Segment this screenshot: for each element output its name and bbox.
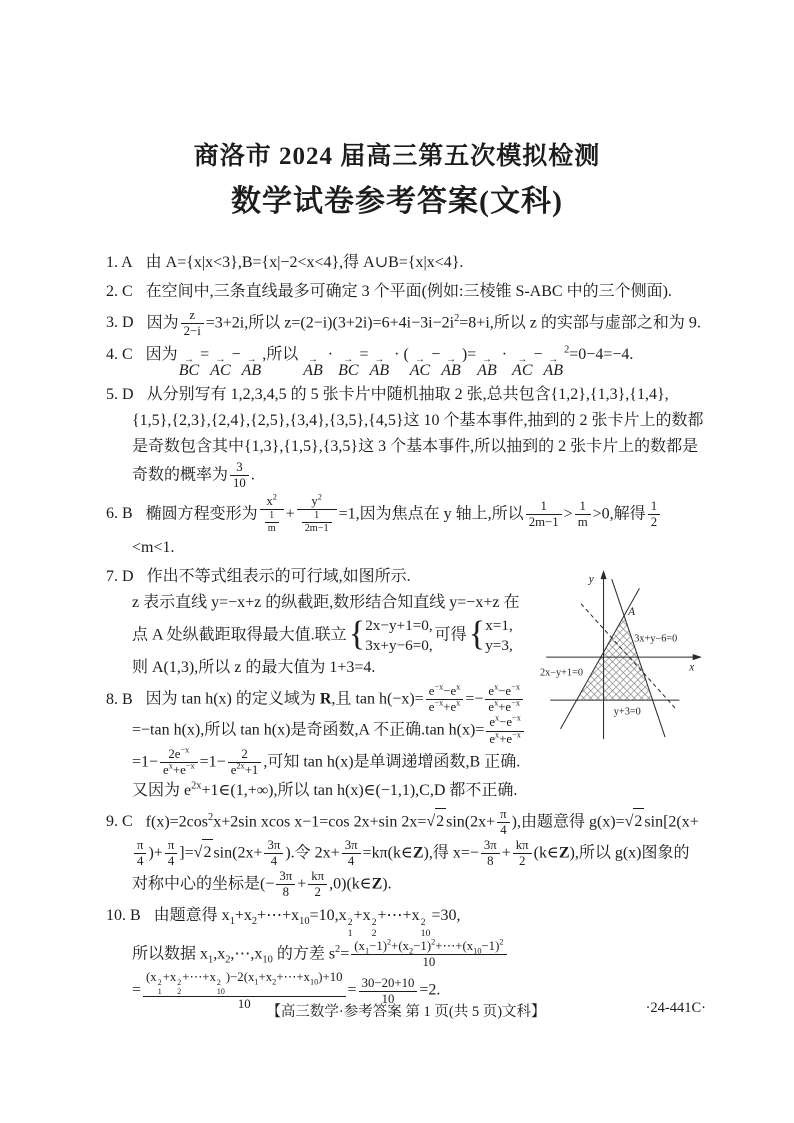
math-supsub — [421, 918, 431, 939]
radical-icon: √ — [426, 813, 436, 830]
math-vec — [543, 353, 564, 380]
frac-den: 10 — [143, 996, 346, 1012]
math-frac — [575, 499, 591, 530]
point-a-label: A — [628, 606, 636, 619]
math-bold: Z — [371, 875, 383, 893]
frac-den: $e^{2x}+1$ — [228, 762, 262, 778]
math-sup: −x — [512, 730, 521, 740]
answer-label: 10. B — [106, 907, 141, 925]
answers-list — [106, 250, 704, 1015]
vec-body: AB — [441, 362, 461, 380]
title-block — [0, 0, 794, 220]
vector-arrow-icon: → — [343, 353, 354, 365]
ss-bot: 1 — [347, 927, 353, 939]
math-vec — [512, 353, 533, 380]
math-sup: x — [494, 699, 499, 709]
answer-item: 3. D 因为 $\frac{z}{2-i}$ =3+2i,所以 $z=(2-i)(3+2i)=6+4i-3i-2i^2=8+i$,所以 z 的实部与虚部之和为 9. — [106, 307, 701, 338]
ss-bot: 1 — [157, 986, 162, 996]
line-y-3-label: y+3=0 — [613, 706, 641, 718]
frac-num: z — [189, 307, 195, 322]
vector-arrow-icon: → — [517, 353, 528, 365]
ss-top: 2 — [420, 917, 426, 929]
vec-body: AB — [241, 362, 262, 380]
answer-item: 8. B 因为 tan h(x) 的定义域为 R,且 tan h(−x)= $\frac{e^{-x}-e^x}{e^{-x}+e^x}$ =− $\frac{e^x-e^{-x}}{e^x+e^{-x}}$ =−tan h(x),所以 tan h(x)是奇函数,A 不正确.tan h(x)= $\frac{e^x-e^{-x}}{e^x+e^{-x}}$ =1− $\frac{2e^{-x}}{e^x+e^{-x}}$ =1− $\frac{2}{e^{2x}+1}$ ,可知 tan h(x)是单调递增函数,B 正确.又因为 $e^{2x}+1\in(1,+\infty)$,所以 tan h(x)∈(−1,1),C,D 都不正确. — [106, 684, 704, 803]
math-frac — [264, 838, 283, 869]
cases-col — [485, 616, 513, 656]
math-vec — [210, 353, 231, 380]
sqrt-body: 2 — [633, 808, 644, 835]
math-sup: −x — [511, 699, 520, 709]
math-sub: 2 — [225, 954, 231, 966]
answer-label: 5. D — [106, 386, 134, 404]
frac-den: $e^x+e^{-x}$ — [485, 699, 523, 715]
math-sup: x — [494, 683, 499, 692]
frac-den: 2m−1 — [526, 514, 562, 530]
answer-label: 7. D — [106, 568, 134, 586]
answer-item: y x A 3x+y−6=0 2x−y+1=0 y+3=0 7. D 作出不等式组表示的可行域,如图所示. z 表示直线 y=−x+z 的纵截距,数形结合知直线 y=−x+z 在点 A 处纵截距取得最大值.联立 { 2x−y+1=0, 3x+y−6=0, 可得 { x=1, y=3, 则 A(1,3),所以 z 的最大值为 1+3=4. — [106, 564, 704, 681]
frac-den: 8 — [481, 853, 500, 869]
frac-den: 4 — [165, 853, 177, 869]
vector-arrow-icon: → — [374, 353, 385, 365]
vec-body: AB — [543, 362, 564, 380]
frac-num: $e^{-x}-e^x$ — [428, 683, 461, 699]
frac-num: $x^2$ — [266, 492, 277, 508]
math-sup: x — [495, 714, 500, 724]
vec-body: BC — [178, 362, 200, 380]
math-supsub — [177, 979, 181, 996]
math-vec — [303, 353, 323, 380]
x-axis-arrow-icon — [693, 654, 702, 660]
frac-num: 3π — [344, 837, 358, 852]
math-sub: 2 — [272, 977, 277, 987]
answer-key-title: 数学试卷参考答案(文科) — [231, 185, 563, 218]
math-sub: 10 — [473, 946, 482, 956]
answer-item: 6. B 椭圆方程变形为 $\frac{x^2}{\frac{1}{m}}$ + $\frac{y^2}{\frac{1}{2m-1}}$ =1,因为焦点在 y 轴上,所以 $\frac{1}{2m-1}$ > $\frac{1}{m}$ >0,解得 $\frac{1}{2}$ <m<1. — [106, 494, 704, 561]
frac-den: 4 — [342, 853, 361, 869]
math-frac — [342, 838, 361, 869]
answer-item: 2. C 在空间中,三条直线最多可确定 3 个平面(例如:三棱锥 S-ABC 中的三个侧面). — [106, 282, 672, 300]
answer-label: 3. D — [106, 314, 134, 332]
frac-num: π — [137, 837, 144, 852]
answer-label: 8. B — [106, 690, 133, 708]
math-sqrt — [194, 844, 214, 861]
math-supsub — [158, 979, 162, 996]
frac-den: 2 — [648, 514, 660, 530]
frac-num: kπ — [515, 837, 529, 852]
vector-arrow-icon: → — [246, 353, 257, 365]
math-frac — [497, 807, 509, 838]
ss-bot: 10 — [420, 927, 431, 939]
vector-arrow-icon: → — [183, 353, 194, 365]
frac-num: 1 — [314, 510, 320, 522]
frac-num: 2 — [241, 746, 248, 761]
math-frac — [308, 869, 327, 900]
vec-body: BC — [338, 362, 359, 380]
math-vec — [338, 353, 359, 380]
frac-den: 8 — [276, 884, 295, 900]
answer-label: 9. C — [106, 813, 133, 830]
answer-label: 6. B — [106, 505, 133, 523]
line-3x-y-6-label: 3x+y−6=0 — [634, 633, 678, 645]
math-sqrt — [625, 813, 645, 830]
frac-den: 2m−1 — [302, 522, 332, 535]
ss-top: 2 — [157, 978, 162, 988]
frac-den: $e^x+e^{-x}$ — [486, 731, 524, 747]
math-frac — [513, 838, 532, 869]
math-vec — [409, 353, 431, 380]
vec-body: AC — [409, 362, 431, 380]
cases-row: y=3, — [485, 636, 513, 654]
answer-label: 2. C — [106, 282, 133, 300]
math-sup: 2 — [499, 937, 504, 947]
math-frac — [351, 939, 506, 970]
math-sqrt — [426, 813, 446, 830]
math-frac — [297, 494, 337, 535]
math-frac — [648, 499, 660, 530]
frac-num: $e^x-e^{-x}$ — [488, 683, 520, 699]
math-sup: −x — [180, 745, 190, 755]
math-frac — [260, 494, 284, 535]
math-supsub — [372, 918, 377, 939]
math-vec — [477, 353, 497, 380]
frac-num: $y^2$ — [311, 492, 322, 508]
line-2x-y-1-label: 2x−y+1=0 — [540, 667, 583, 679]
math-vec — [441, 353, 461, 380]
frac-num: 1 — [540, 498, 547, 513]
vector-arrow-icon: → — [481, 353, 492, 365]
frac-den — [260, 509, 284, 535]
answer-item: 10. B 由题意得 $x_1+x_2+\cdots+x_{10}=10,x$ 2 1 +x 2 2 +⋯+x 2 10 =30, 所以数据 $x_1,x_2,\cdots,x_{10}$ 的方差 $s^2=$ $\frac{(x_1-1)^2+(x_2-1)^2+\cdots+(x_{10}-1)^2}{10}$ = (x 2 1 +x 2 2 +⋯+x 2 10 )$-2(x_1+x_2+\cdots+x_{10})+10$ 10 = $\frac{30-20+10}{10}$ =2. — [106, 903, 704, 1012]
vec-body: AC — [512, 362, 533, 380]
math-frac — [165, 838, 177, 869]
math-sup: −x — [511, 683, 520, 692]
sqrt-body: 2 — [202, 839, 213, 866]
math-frac — [486, 715, 524, 746]
math-sup: −x — [185, 761, 195, 771]
math-frac — [160, 747, 198, 778]
vector-arrow-icon: → — [415, 353, 425, 365]
math-frac — [228, 747, 262, 778]
frac-num: 1 — [579, 498, 586, 513]
math-frac — [181, 308, 204, 339]
math-frac — [481, 838, 500, 869]
frac-num: 3π — [279, 869, 293, 884]
frac-den: $e^{-x}+e^x$ — [426, 699, 464, 715]
cases-row: 2x−y+1=0, — [365, 616, 433, 634]
math-sup: 2 — [431, 937, 436, 947]
vec-body: AB — [477, 362, 497, 380]
frac-den: 2 — [308, 884, 327, 900]
frac-num: $e^x-e^{-x}$ — [489, 714, 521, 730]
ss-top: 2 — [216, 978, 221, 988]
frac-num: $2e^{-x}$ — [168, 745, 190, 761]
vec-body: AB — [369, 362, 390, 380]
curly-brace-icon: { — [348, 615, 366, 654]
math-sup: −x — [434, 683, 444, 692]
vec-body: AC — [210, 362, 231, 380]
y-axis-label: y — [588, 573, 594, 586]
frac-den — [297, 509, 337, 535]
math-sub: 10 — [262, 954, 273, 966]
math-sup: −x — [434, 699, 444, 709]
frac-den: 4 — [497, 822, 509, 838]
footer-code: ·24-441C· — [645, 1000, 706, 1016]
math-sup: x — [456, 683, 461, 692]
math-supsub — [348, 918, 353, 939]
cases-row: 3x+y−6=0, — [365, 636, 433, 654]
cases-row: x=1, — [485, 616, 513, 634]
frac-num: 30−20+10 — [361, 975, 415, 990]
cases-col — [365, 616, 432, 656]
frac-num: π — [500, 806, 507, 821]
frac-den: 2 — [513, 853, 532, 869]
math-frac — [426, 684, 464, 715]
math-sup: x — [495, 730, 500, 740]
frac-num: 1 — [269, 510, 275, 522]
math-frac — [134, 838, 146, 869]
answer-item: 9. C $f(x)=2\cos^2x+2\sin$ xcos x−1=cos 2x+sin 2x=√2 sin(2x+ $\frac{\pi}{4}$ ),由题意得 g(x)=√2 sin[2(x+ $\frac{\pi}{4}$ )+ $\frac{\pi}{4}$ ]=√2 sin(2x+ $\frac{3\pi}{4}$ ).令 2x+ $\frac{3\pi}{4}$ =kπ(k∈Z),得 x=− $\frac{3\pi}{8}$ + $\frac{k\pi}{2}$ (k∈Z),所以 g(x)图象的对称中心的坐标是(− $\frac{3\pi}{8}$ + $\frac{k\pi}{2}$ ,0)(k∈Z). — [106, 806, 699, 900]
math-sup: 2 — [208, 811, 214, 823]
math-frac — [302, 510, 332, 535]
vec-body: AB — [303, 362, 323, 380]
math-sup: x — [456, 699, 461, 709]
page-footer — [106, 1000, 706, 1021]
frac-num: (x 2 1 +x 2 2 +⋯+x 2 10 )$-2(x_1+x_2+\cdots+x_{10})+10$ — [146, 970, 343, 996]
exam-title: 商洛市 2024 届高三第五次模拟检测 — [193, 143, 601, 170]
frac-den: $e^x+e^{-x}$ — [160, 762, 198, 778]
math-sup: 2x — [236, 761, 245, 771]
math-sub: 10 — [309, 977, 319, 987]
frac-num: kπ — [311, 869, 325, 884]
ss-bot: 2 — [177, 986, 182, 996]
math-sub: 2 — [409, 946, 414, 956]
frac-num: 3 — [236, 459, 243, 474]
frac-num: 1 — [650, 498, 658, 513]
footer-page-info: 【高三数学·参考答案 第 1 页(共 5 页)文科】 — [266, 1004, 546, 1020]
math-sup: −x — [512, 714, 521, 724]
math-frac — [265, 510, 279, 535]
vector-arrow-icon: → — [215, 353, 226, 365]
math-frac — [485, 684, 523, 715]
y-axis-arrow-icon — [600, 570, 606, 579]
math-supsub — [217, 979, 225, 996]
math-sup: 2 — [335, 944, 341, 955]
frac-num: 3π — [267, 837, 281, 852]
math-sup: 2 — [564, 344, 570, 356]
math-frac — [276, 869, 295, 900]
math-sub: 2 — [251, 916, 258, 928]
frac-den: 10 — [230, 475, 249, 491]
radical-icon: √ — [193, 844, 203, 862]
math-vec — [178, 353, 200, 380]
sqrt-body: 2 — [435, 808, 446, 835]
answer-item: 1. A 由 A={x|x<3},B={x|−2<x<4},得 A∪B={x|x<4}. — [106, 254, 464, 271]
frac-num: $(x_1-1)^2+(x_2-1)^2+\cdots+(x_{10}-1)^2$ — [354, 937, 504, 956]
ss-top: 2 — [371, 917, 377, 929]
vector-arrow-icon: → — [308, 353, 318, 365]
math-vec — [369, 353, 390, 380]
math-sup: 2 — [272, 492, 277, 502]
math-sub: 10 — [299, 916, 310, 928]
math-vec — [241, 353, 262, 380]
frac-den: 2−i — [181, 323, 204, 339]
ss-bot: 10 — [216, 986, 225, 996]
math-bold: Z — [412, 844, 424, 862]
feasible-region-figure — [540, 566, 704, 742]
math-sub: 1 — [208, 954, 214, 966]
vector-arrow-icon: → — [548, 353, 559, 365]
frac-den: 4 — [134, 853, 146, 869]
math-sup: 2x — [191, 780, 202, 792]
ss-top: 2 — [177, 978, 182, 988]
answer-item: 5. D 从分别写有 1,2,3,4,5 的 5 张卡片中随机抽取 2 张,总共包含{1,2},{1,3},{1,4},{1,5},{2,3},{2,4},{2,5},{3,4},{3,5},{4,5}这 10 个基本事件,抽到的 2 张卡片上的数都是奇数包含其中{1,3},{1,5},{3,5}这 3 个基本事件,所以抽到的 2 张卡片上的数都是奇数的概率为 $\frac{3}{10}$ . — [106, 386, 704, 490]
frac-num: π — [167, 837, 175, 852]
math-bold: R — [319, 690, 332, 708]
math-sup: 2 — [317, 492, 322, 502]
answer-item: 4. C 因为 → BC = → AC − → AB ,所以 → AB · → BC = → AB · ( → AC − → AB )= → AB · → AC − → AB $^2$=0−4=−4. — [106, 344, 634, 380]
math-frac — [230, 460, 249, 491]
math-sup: 2 — [454, 312, 460, 324]
frac-den: m — [265, 522, 279, 535]
frac-den: m — [575, 514, 591, 530]
frac-num: 3π — [483, 837, 497, 852]
math-bold: Z — [558, 844, 570, 862]
ss-top: 2 — [347, 917, 353, 929]
frac-den: 10 — [351, 954, 506, 970]
linear-programming-graph — [540, 566, 704, 742]
math-sub: 1 — [229, 916, 235, 928]
ss-bot: 2 — [371, 927, 377, 939]
math-cases — [349, 616, 433, 656]
curly-brace-icon: { — [468, 615, 486, 654]
x-axis-label: x — [689, 661, 695, 674]
math-sub: 1 — [364, 946, 370, 956]
answer-label: 1. A — [106, 254, 133, 271]
math-sup: x — [168, 761, 173, 771]
answer-label: 4. C — [106, 346, 133, 363]
feasible-region-shading-cross — [577, 616, 651, 700]
math-frac — [526, 499, 562, 530]
vector-arrow-icon: → — [446, 353, 456, 365]
frac-den: 4 — [264, 853, 283, 869]
math-sup: 2 — [387, 937, 392, 947]
radical-icon: √ — [624, 813, 634, 830]
frac-den: 10 — [359, 991, 418, 1007]
math-cases — [469, 616, 513, 656]
math-sub: 1 — [254, 977, 259, 987]
